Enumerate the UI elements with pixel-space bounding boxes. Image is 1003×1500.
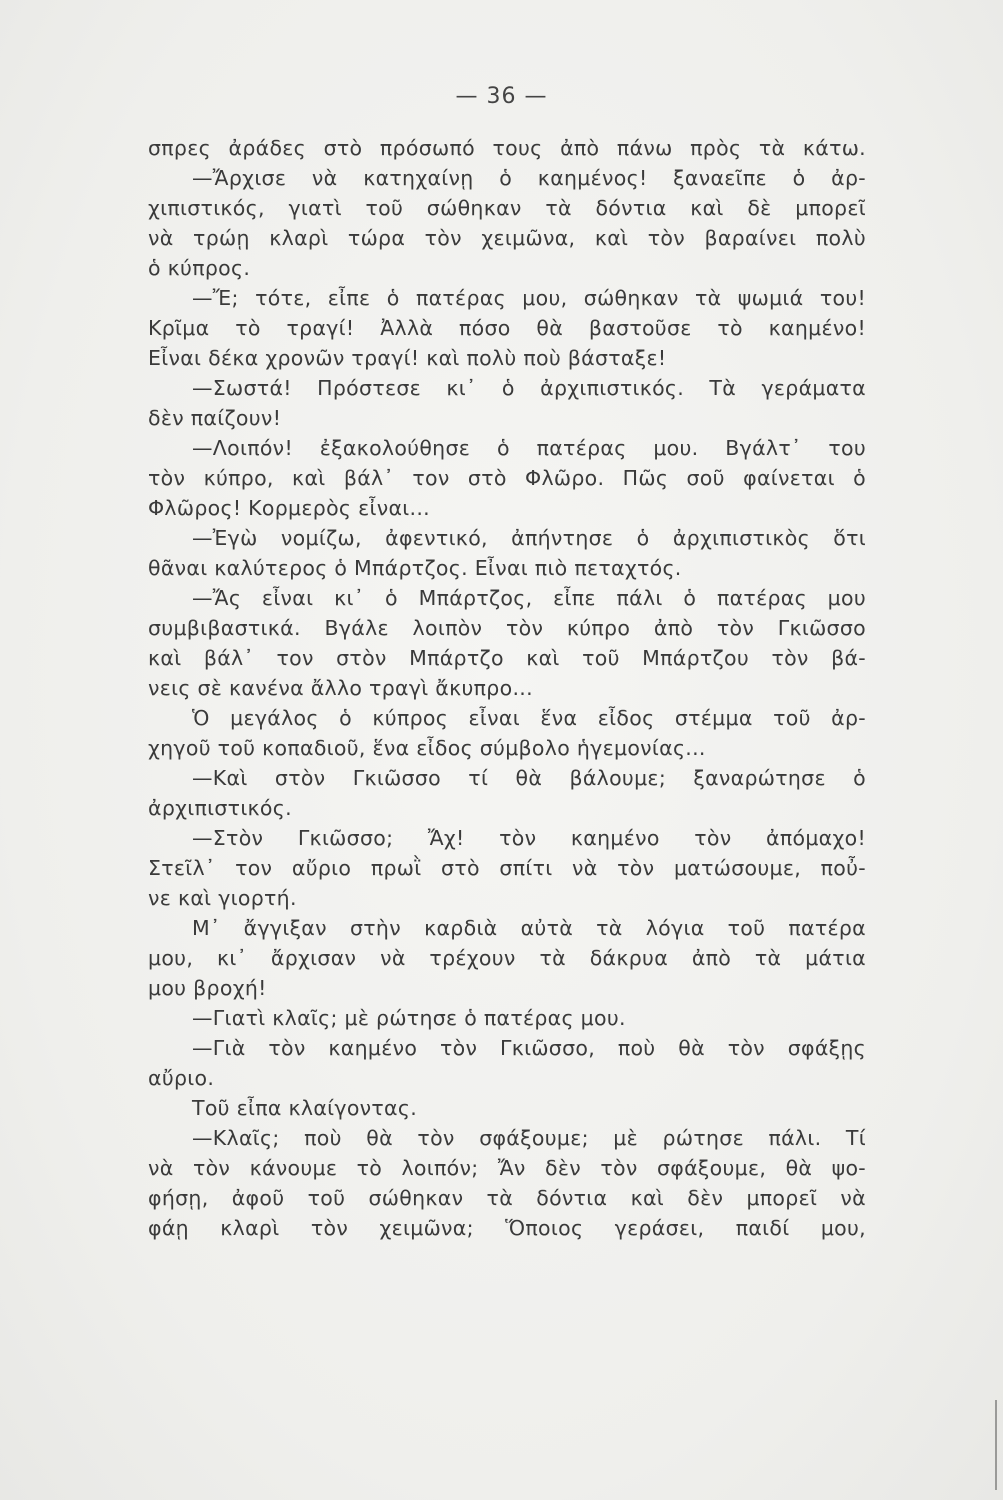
text-line: ἀρχιπιστικός. bbox=[148, 796, 292, 820]
text-line: —Καὶ στὸν Γκιῶσσο τί θὰ βάλουμε; ξαναρώτησε ὁ bbox=[192, 766, 866, 790]
text-line: χηγοῦ τοῦ κοπαδιοῦ, ἕνα εἶδος σύμβολο ἡγεμονίας... bbox=[148, 736, 706, 760]
text-line: θᾶναι καλύτερος ὁ Μπάρτζος. Εἶναι πιὸ πεταχτός. bbox=[148, 556, 682, 580]
text-line: δὲν παίζουν! bbox=[148, 406, 282, 430]
text-line: —Γιατὶ κλαῖς; μὲ ρώτησε ὁ πατέρας μου. bbox=[192, 1006, 626, 1030]
body-text bbox=[148, 133, 866, 1243]
text-line: συμβιβαστικά. Βγάλε λοιπὸν τὸν κύπρο ἀπὸ τὸν Γκιῶσσο bbox=[148, 616, 866, 640]
text-line: τὸν κύπρο, καὶ βάλ᾽ τον στὸ Φλῶρο. Πῶς σοῦ φαίνεται ὁ bbox=[148, 466, 866, 490]
text-line: —Γιὰ τὸν καημένο τὸν Γκιῶσσο, ποὺ θὰ τὸν σφάξῃς bbox=[192, 1036, 866, 1060]
text-line: νὰ τρώῃ κλαρὶ τώρα τὸν χειμῶνα, καὶ τὸν βαραίνει πολὺ bbox=[148, 226, 866, 250]
text-line: μου, κι᾽ ἄρχισαν νὰ τρέχουν τὰ δάκρυα ἀπὸ τὰ μάτια bbox=[148, 946, 866, 970]
text-line: Εἶναι δέκα χρονῶν τραγί! καὶ πολὺ ποὺ βάσταξε! bbox=[148, 346, 667, 370]
text-line: Μ᾽ ἄγγιξαν στὴν καρδιὰ αὐτὰ τὰ λόγια τοῦ πατέρα bbox=[192, 916, 866, 940]
text-line: —Ἄρχισε νὰ κατηχαίνῃ ὁ καημένος! ξαναεῖπε ὁ ἀρ- bbox=[192, 166, 866, 190]
text-line: —Κλαῖς; ποὺ θὰ τὸν σφάξουμε; μὲ ρώτησε πάλι. Τί bbox=[192, 1126, 866, 1150]
page-number: — 36 — bbox=[455, 84, 548, 109]
text-line: Κρῖμα τὸ τραγί! Ἀλλὰ πόσο θὰ βαστοῦσε τὸ καημένο! bbox=[148, 316, 866, 340]
text-line: —Ἐγὼ νομίζω, ἀφεντικό, ἀπήντησε ὁ ἀρχιπιστικὸς ὅτι bbox=[192, 526, 866, 550]
text-line: —Λοιπόν! ἐξακολούθησε ὁ πατέρας μου. Βγάλτ᾽ του bbox=[192, 436, 866, 460]
text-line: —Ἄς εἶναι κι᾽ ὁ Μπάρτζος, εἶπε πάλι ὁ πατέρας μου bbox=[192, 586, 866, 610]
text-line: μου βροχή! bbox=[148, 976, 267, 1000]
text-line: νὰ τὸν κάνουμε τὸ λοιπόν; Ἄν δὲν τὸν σφάξουμε, θὰ ψο- bbox=[148, 1156, 866, 1180]
text-line: —Ἔ; τότε, εἶπε ὁ πατέρας μου, σώθηκαν τὰ ψωμιά του! bbox=[192, 286, 866, 310]
text-line: νεις σὲ κανένα ἄλλο τραγὶ ἄκυπρο... bbox=[148, 676, 533, 700]
text-line: —Στὸν Γκιῶσσο; Ἄχ! τὸν καημένο τὸν ἀπόμαχο! bbox=[192, 826, 866, 850]
text-line: —Σωστά! Πρόστεσε κι᾽ ὁ ἀρχιπιστικός. Τὰ γεράματα bbox=[192, 376, 866, 400]
text-line: Φλῶρος! Κορμερὸς εἶναι... bbox=[148, 496, 430, 520]
text-line: χιπιστικός, γιατὶ τοῦ σώθηκαν τὰ δόντια καὶ δὲ μπορεῖ bbox=[148, 196, 866, 220]
text-line: Στεῖλ᾽ τον αὔριο πρωῒ στὸ σπίτι νὰ τὸν ματώσουμε, ποὖ- bbox=[148, 856, 866, 880]
text-line: καὶ βάλ᾽ τον στὸν Μπάρτζο καὶ τοῦ Μπάρτζου τὸν βά- bbox=[148, 646, 866, 670]
text-line: νε καὶ γιορτή. bbox=[148, 886, 297, 910]
text-line: ὁ κύπρος. bbox=[148, 256, 251, 280]
text-line: Τοῦ εἶπα κλαίγοντας. bbox=[192, 1096, 418, 1120]
page-edge-mark bbox=[995, 1400, 997, 1490]
text-line: σπρες ἀράδες στὸ πρόσωπό τους ἀπὸ πάνω πρὸς τὰ κάτω. bbox=[148, 136, 866, 160]
text-line: φήσῃ, ἀφοῦ τοῦ σώθηκαν τὰ δόντια καὶ δὲν μπορεῖ νὰ bbox=[148, 1186, 866, 1210]
text-line: φάῃ κλαρὶ τὸν χειμῶνα; Ὅποιος γεράσει, παιδί μου, bbox=[148, 1216, 866, 1240]
text-line: αὔριο. bbox=[148, 1066, 215, 1090]
text-line: Ὁ μεγάλος ὁ κύπρος εἶναι ἕνα εἶδος στέμμα τοῦ ἀρ- bbox=[192, 706, 866, 730]
